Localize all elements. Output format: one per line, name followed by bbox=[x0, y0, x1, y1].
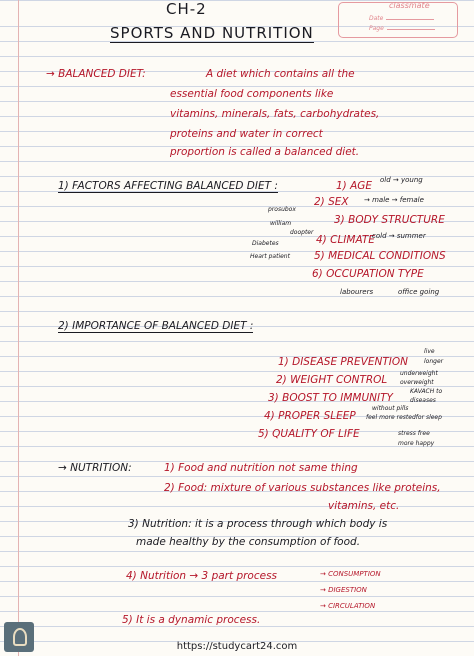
importance-5-note-a: stress free bbox=[398, 430, 430, 437]
note-prosubox: prosubox bbox=[268, 206, 296, 213]
importance-2-note-a: underweight bbox=[400, 370, 438, 377]
balanced-diet-line-5: proportion is called a balanced diet. bbox=[170, 146, 360, 158]
stamp-date: Date bbox=[369, 15, 434, 22]
factor-climate: 4) CLIMATE bbox=[316, 234, 375, 246]
factor-body-structure: 3) BODY STRUCTURE bbox=[334, 214, 445, 226]
balanced-diet-line-1: A diet which contains all the bbox=[206, 68, 355, 80]
part-consumption: → CONSUMPTION bbox=[320, 570, 381, 578]
factor-sex-note: → male → female bbox=[364, 196, 424, 204]
part-circulation: → CIRCULATION bbox=[320, 602, 376, 610]
importance-boost-immunity: 3) BOOST TO IMMUNITY bbox=[268, 392, 393, 404]
balanced-diet-line-3: vitamins, minerals, fats, carbohydrates, bbox=[170, 108, 380, 120]
importance-heading: 2) IMPORTANCE OF BALANCED DIET : bbox=[58, 320, 254, 332]
importance-3-note-b: diseases bbox=[410, 397, 436, 404]
nutrition-point-3: 3) Nutrition: it is a process through which body is bbox=[128, 518, 388, 530]
factor-medical-conditions: 5) MEDICAL CONDITIONS bbox=[314, 250, 446, 262]
factor-climate-note: cold → summer bbox=[372, 232, 426, 240]
note-heart-patient: Heart patient bbox=[250, 253, 290, 260]
factor-age-note: old → young bbox=[380, 176, 423, 184]
stamp-page: Page bbox=[369, 25, 435, 32]
importance-proper-sleep: 4) PROPER SLEEP bbox=[264, 410, 356, 422]
chapter-label: CH-2 bbox=[166, 0, 207, 18]
importance-weight-control: 2) WEIGHT CONTROL bbox=[276, 374, 388, 386]
importance-2-note-b: overweight bbox=[400, 379, 434, 386]
notebook-stamp bbox=[338, 2, 458, 38]
importance-disease-prevention: 1) DISEASE PREVENTION bbox=[278, 356, 408, 368]
stamp-brand: classmate bbox=[389, 1, 430, 10]
balanced-diet-line-2: essential food components like bbox=[170, 88, 334, 100]
note-doopter: doopter bbox=[290, 229, 314, 236]
note-william: william bbox=[270, 220, 292, 227]
balanced-diet-line-4: proteins and water in correct bbox=[170, 128, 323, 140]
part-digestion: → DIGESTION bbox=[320, 586, 367, 594]
nutrition-point-5: 5) It is a dynamic process. bbox=[122, 614, 261, 626]
page-title: SPORTS AND NUTRITION bbox=[110, 24, 314, 42]
importance-3-note-a: KAVACH to bbox=[410, 388, 443, 395]
note-labourers: labourers bbox=[340, 288, 374, 296]
factor-age: 1) AGE bbox=[336, 180, 373, 192]
nutrition-point-1: 1) Food and nutrition not same thing bbox=[164, 462, 358, 474]
factor-sex: 2) SEX bbox=[314, 196, 349, 208]
importance-1-note-b: longer bbox=[424, 358, 444, 365]
importance-5-note-b: more happy bbox=[398, 440, 435, 447]
importance-4-note-b: feel more restedfor sleep bbox=[366, 414, 442, 421]
nutrition-point-2-cont: vitamins, etc. bbox=[328, 500, 400, 512]
margin-line bbox=[18, 0, 19, 656]
importance-quality-of-life: 5) QUALITY OF LIFE bbox=[258, 428, 360, 440]
footer-url[interactable]: https://studycart24.com bbox=[176, 641, 298, 652]
note-office-going: office going bbox=[398, 288, 440, 296]
nutrition-point-3-cont: made healthy by the consumption of food. bbox=[136, 536, 361, 548]
importance-4-note-a: without pills bbox=[372, 405, 409, 412]
balanced-diet-term: → BALANCED DIET: bbox=[46, 68, 146, 80]
factor-occupation-type: 6) OCCUPATION TYPE bbox=[312, 268, 424, 280]
nutrition-point-2: 2) Food: mixture of various substances like proteins, bbox=[164, 482, 441, 494]
nutrition-term: → NUTRITION: bbox=[58, 462, 132, 474]
nutrition-point-4: 4) Nutrition → 3 part process bbox=[126, 570, 278, 582]
note-diabetes: Diabetes bbox=[252, 240, 279, 247]
importance-1-note-a: live bbox=[424, 348, 435, 355]
factors-heading: 1) FACTORS AFFECTING BALANCED DIET : bbox=[58, 180, 278, 192]
